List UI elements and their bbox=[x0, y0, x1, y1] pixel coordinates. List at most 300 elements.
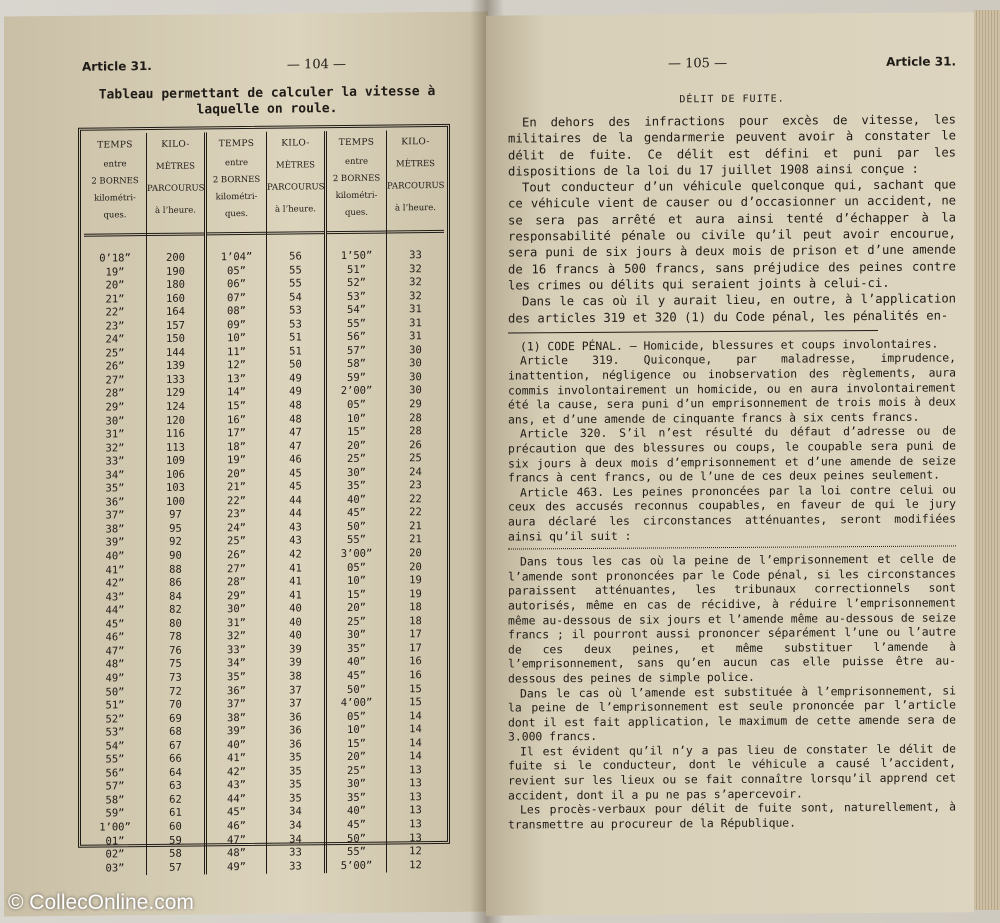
temps-cell: 35” bbox=[347, 642, 366, 655]
km-cell: 86 bbox=[169, 576, 182, 589]
temps-cell: 57” bbox=[347, 344, 366, 357]
km-cell: 44 bbox=[289, 494, 302, 507]
km-cell: 59 bbox=[169, 834, 182, 847]
temps-header-title: TEMPS bbox=[338, 137, 375, 149]
km-cell: 49 bbox=[289, 385, 302, 399]
temps-cell: 36” bbox=[227, 684, 246, 697]
temps-cell: 59” bbox=[105, 807, 125, 820]
km-cell: 35 bbox=[289, 765, 302, 778]
km-cell: 31 bbox=[409, 330, 422, 343]
km-cell: 26 bbox=[409, 438, 422, 451]
temps-cell: 58” bbox=[105, 794, 125, 807]
km-cell: 18 bbox=[409, 614, 422, 628]
temps-cell: 05” bbox=[347, 398, 366, 411]
km-cell: 144 bbox=[166, 346, 185, 359]
km-cell: 116 bbox=[166, 427, 185, 440]
temps-header-sub: ques. bbox=[224, 208, 248, 220]
km-cell: 41 bbox=[289, 589, 302, 602]
km-cell: 68 bbox=[169, 725, 182, 738]
temps-cell: 24” bbox=[227, 521, 246, 535]
footnote-paragraph: Article 463. Les peines prononcées par la loi contre celui ou ceux des accusés reconnus coupables, en faveur de qui le jury aura déclaré les circonstances atténuantes, seront modifiées ainsi qu’il suit : bbox=[508, 482, 956, 544]
km-cell: 75 bbox=[169, 658, 182, 671]
km-cell: 14 bbox=[409, 750, 422, 763]
km-cell: 100 bbox=[166, 495, 185, 508]
temps-header bbox=[207, 132, 266, 236]
temps-header-title: TEMPS bbox=[218, 138, 255, 150]
temps-cell: 28” bbox=[105, 387, 125, 400]
temps-cell: 51” bbox=[105, 699, 125, 712]
km-cell: 39 bbox=[289, 656, 302, 669]
km-cell: 13 bbox=[409, 831, 422, 844]
temps-cell: 44” bbox=[105, 604, 125, 617]
km-cell: 13 bbox=[409, 791, 422, 804]
temps-cell: 55” bbox=[105, 753, 125, 766]
temps-cell: 50” bbox=[347, 683, 366, 696]
km-header-title: KILO- bbox=[401, 137, 430, 148]
km-cell: 40 bbox=[289, 629, 302, 642]
temps-cell: 36” bbox=[105, 496, 125, 509]
km-header-sub: PARCOURUS bbox=[147, 183, 205, 195]
km-cell: 90 bbox=[169, 549, 182, 562]
km-cell: 48 bbox=[289, 412, 302, 426]
right-page bbox=[486, 12, 974, 915]
km-cell: 49 bbox=[289, 372, 302, 385]
km-cell: 66 bbox=[169, 752, 182, 766]
km-cell: 34 bbox=[289, 832, 302, 846]
km-header-sub: à l’heure. bbox=[155, 205, 196, 216]
km-cell: 69 bbox=[169, 712, 182, 725]
km-column bbox=[146, 132, 204, 875]
temps-cell: 25” bbox=[347, 615, 366, 628]
temps-cell: 52” bbox=[105, 712, 125, 726]
km-cell: 45 bbox=[289, 467, 302, 480]
temps-cell: 42” bbox=[227, 765, 246, 778]
temps-cell: 41” bbox=[227, 752, 246, 765]
km-cell: 30 bbox=[409, 371, 422, 384]
paragraph: Dans le cas où il y aurait lieu, en outre, à l’application des articles 319 et 320 (1) du Code pénal, les pénalités en- bbox=[508, 291, 956, 326]
temps-cell: 12” bbox=[227, 359, 246, 372]
km-cell: 47 bbox=[289, 440, 302, 453]
km-cell: 63 bbox=[169, 780, 182, 793]
temps-cell: 51” bbox=[347, 263, 366, 276]
km-cell: 133 bbox=[166, 373, 185, 386]
temps-cell: 47” bbox=[105, 645, 125, 658]
temps-header-sub: kilométri- bbox=[215, 191, 258, 203]
temps-header-sub: 2 BORNES bbox=[332, 173, 381, 185]
temps-cell: 19” bbox=[105, 265, 125, 279]
footnotes bbox=[508, 336, 956, 543]
temps-cell: 5’00” bbox=[340, 859, 373, 872]
temps-cell: 53” bbox=[347, 290, 366, 303]
temps-cell: 30” bbox=[347, 466, 366, 479]
km-cell: 120 bbox=[166, 414, 185, 427]
table-title: Tableau permettant de calculer la vitesse à laquelle on roule. bbox=[98, 84, 436, 118]
temps-header-sub: kilométri- bbox=[94, 193, 136, 204]
km-cell: 13 bbox=[409, 777, 422, 790]
km-cell: 18 bbox=[409, 601, 422, 614]
temps-cell: 48” bbox=[105, 658, 125, 671]
km-cell: 55 bbox=[289, 277, 302, 290]
km-cell: 34 bbox=[289, 805, 302, 818]
footnotes-continued bbox=[508, 552, 956, 832]
temps-cell: 49” bbox=[105, 672, 125, 685]
temps-cell: 32” bbox=[227, 630, 246, 643]
body-text bbox=[508, 111, 956, 326]
temps-cell: 34” bbox=[105, 469, 125, 482]
km-cell: 36 bbox=[289, 724, 302, 737]
km-cell: 37 bbox=[289, 683, 302, 697]
article-label: Article 31. bbox=[82, 58, 152, 74]
temps-cell: 10” bbox=[227, 332, 246, 345]
km-cell: 200 bbox=[166, 251, 185, 264]
km-cell: 32 bbox=[409, 289, 422, 302]
temps-header-sub: 2 BORNES bbox=[91, 176, 139, 187]
temps-cell: 37” bbox=[227, 698, 246, 711]
temps-cell: 30” bbox=[347, 629, 366, 642]
temps-cell: 35” bbox=[347, 791, 366, 804]
temps-cell: 45” bbox=[227, 806, 246, 819]
temps-cell: 11” bbox=[227, 345, 246, 359]
temps-cell: 25” bbox=[347, 764, 366, 777]
km-cell: 190 bbox=[166, 265, 185, 278]
temps-cell: 20” bbox=[105, 279, 125, 292]
temps-cell: 10” bbox=[347, 723, 366, 737]
km-cell: 139 bbox=[166, 360, 185, 373]
km-cell: 30 bbox=[409, 384, 422, 397]
km-header-sub: MÈTRES bbox=[275, 160, 315, 171]
km-header bbox=[387, 130, 444, 234]
km-cell: 28 bbox=[409, 425, 422, 438]
temps-cell: 54” bbox=[347, 303, 366, 317]
km-cell: 62 bbox=[169, 793, 182, 806]
temps-cell: 43” bbox=[105, 590, 125, 604]
km-cell: 73 bbox=[169, 671, 182, 684]
km-cell: 70 bbox=[169, 698, 182, 711]
temps-header-sub: kilométri- bbox=[335, 190, 378, 202]
km-cell: 48 bbox=[289, 399, 302, 412]
km-cell: 50 bbox=[289, 358, 302, 371]
km-cell: 20 bbox=[409, 547, 422, 560]
temps-cell: 15” bbox=[227, 400, 246, 413]
temps-cell: 59” bbox=[347, 371, 366, 384]
temps-cell: 08” bbox=[227, 305, 246, 318]
km-cell: 82 bbox=[169, 603, 182, 617]
km-cell: 30 bbox=[409, 343, 422, 357]
km-cell: 35 bbox=[289, 751, 302, 764]
paragraph: En dehors des infractions pour excès de vitesse, les militaires de la gendarmerie peuvent avoir à constater le délit de fuite. Ce délit est défini et puni par les dispositions de la loi du 17 juillet 1908 ainsi conçue : bbox=[508, 112, 956, 179]
km-cell: 45 bbox=[289, 480, 302, 493]
km-cell: 38 bbox=[289, 670, 302, 683]
temps-cell: 27” bbox=[227, 562, 246, 575]
temps-cell: 25” bbox=[347, 452, 366, 466]
left-page-header bbox=[82, 56, 466, 78]
temps-cell: 15” bbox=[347, 425, 366, 439]
km-cell: 21 bbox=[409, 533, 422, 546]
temps-cell: 24” bbox=[105, 333, 125, 346]
km-cell: 19 bbox=[409, 574, 422, 587]
temps-cell: 07” bbox=[227, 291, 246, 304]
km-cell: 64 bbox=[169, 766, 182, 779]
temps-cell: 56” bbox=[347, 331, 366, 344]
km-cell: 15 bbox=[409, 682, 422, 695]
temps-cell: 35” bbox=[105, 482, 125, 495]
temps-cell: 54” bbox=[105, 739, 125, 753]
temps-cell: 42” bbox=[105, 577, 125, 590]
temps-cell: 28” bbox=[227, 576, 246, 589]
km-cell: 25 bbox=[409, 452, 422, 465]
dotted-separator bbox=[508, 546, 956, 550]
km-cell: 58 bbox=[169, 847, 182, 860]
temps-cell: 01” bbox=[105, 834, 125, 847]
temps-cell: 02” bbox=[105, 848, 125, 861]
footnote-paragraph: (1) CODE PÉNAL. — Homicide, blessures et coups involontaires. bbox=[520, 336, 939, 354]
km-cell: 16 bbox=[409, 655, 422, 668]
temps-header-sub: ques. bbox=[344, 207, 368, 218]
km-cell: 54 bbox=[289, 291, 302, 304]
temps-cell: 21” bbox=[227, 481, 246, 494]
km-cell: 15 bbox=[409, 696, 422, 709]
temps-cell: 46” bbox=[227, 819, 246, 833]
temps-cell: 4’00” bbox=[340, 696, 373, 710]
temps-cell: 13” bbox=[227, 372, 246, 386]
temps-cell: 18” bbox=[227, 440, 246, 453]
right-page-header bbox=[508, 54, 956, 75]
temps-cell: 05” bbox=[227, 264, 246, 277]
footnote-paragraph: Dans tous les cas où la peine de l’emprisonnement et celle de l’amende sont prononcées par le Code pénal, si les circonstances paraissent atténuantes, les tribunaux correctionnels sont autorisés, même en cas de récidive, à réduire l’emprisonnement même au-dessous de six jours et l’amende même au-dessous de seize francs ; il pourront aussi prononcer séparément l’une ou l’autre de ces deux peines, et même substituer l’amende à l’emprisonnement, sans qu’en aucun cas elle puisse être au-dessous des peines de simple police. bbox=[508, 551, 956, 686]
temps-cell: 49” bbox=[227, 860, 246, 873]
temps-cell: 40” bbox=[105, 550, 125, 563]
km-cell: 76 bbox=[169, 644, 182, 657]
km-cell: 20 bbox=[409, 560, 422, 573]
km-cell: 88 bbox=[169, 563, 182, 576]
km-cell: 78 bbox=[169, 630, 182, 644]
paragraph: Tout conducteur d’un véhicule quelconque qui, sachant que ce véhicule vient de causer ou d’occasionner un accident, ne se sera pas arrêté et aura ainsi tenté d’échapper à la responsabilité pénale ou civile qu’il peut avoir encourue, sera puni de six jours à deux mois de prison et d’une amende de 16 francs à 500 francs, sans préjudice des peines contre les crimes ou délits qui seraient joints à celui-ci. bbox=[508, 177, 956, 293]
temps-cell: 55” bbox=[347, 534, 366, 547]
temps-cell: 39” bbox=[227, 725, 246, 738]
temps-cell: 50” bbox=[105, 685, 125, 698]
temps-cell: 3’00” bbox=[340, 547, 373, 561]
km-cell: 14 bbox=[409, 723, 422, 736]
temps-cell: 50” bbox=[347, 832, 366, 845]
speed-table bbox=[78, 124, 450, 875]
temps-cell: 1’50” bbox=[340, 249, 373, 263]
temps-cell: 1’04” bbox=[220, 250, 253, 264]
temps-cell: 33” bbox=[227, 643, 246, 657]
temps-cell: 40” bbox=[347, 493, 366, 506]
km-cell: 67 bbox=[169, 739, 182, 752]
temps-cell: 31” bbox=[105, 428, 125, 441]
km-header-sub: à l’heure. bbox=[275, 204, 316, 215]
km-cell: 61 bbox=[169, 807, 182, 820]
km-header bbox=[267, 131, 324, 235]
km-cell: 43 bbox=[289, 534, 302, 548]
km-cell: 37 bbox=[289, 697, 302, 710]
footnote-paragraph: Dans le cas où l’amende est substituée à l’emprisonnement, si la peine de l’emprisonnement est seule prononcée par l’article dont il est fait application, le maximum de cette amende sera de 3.000 francs. bbox=[508, 682, 956, 744]
temps-cell: 20” bbox=[347, 601, 366, 615]
temps-cell: 23” bbox=[227, 508, 246, 521]
km-cell: 95 bbox=[169, 522, 182, 535]
temps-header-title: TEMPS bbox=[97, 140, 133, 151]
km-cell: 36 bbox=[289, 711, 302, 724]
km-cell: 41 bbox=[289, 575, 302, 588]
km-cell: 124 bbox=[166, 400, 185, 413]
temps-cell: 47” bbox=[227, 833, 246, 846]
km-column bbox=[266, 131, 324, 874]
km-cell: 14 bbox=[409, 736, 422, 749]
temps-cell: 55” bbox=[347, 845, 366, 859]
temps-cell: 45” bbox=[105, 618, 125, 631]
km-cell: 55 bbox=[289, 263, 302, 277]
temps-cell: 0’18” bbox=[99, 252, 131, 265]
km-cell: 31 bbox=[409, 316, 422, 330]
km-cell: 164 bbox=[166, 305, 185, 319]
temps-cell: 23” bbox=[105, 320, 125, 333]
km-cell: 23 bbox=[409, 479, 422, 492]
km-cell: 57 bbox=[169, 861, 182, 874]
temps-cell: 26” bbox=[105, 360, 125, 373]
km-cell: 72 bbox=[169, 685, 182, 698]
temps-cell: 05” bbox=[347, 561, 366, 574]
temps-cell: 30” bbox=[227, 603, 246, 616]
temps-cell: 17” bbox=[227, 427, 246, 440]
km-cell: 47 bbox=[289, 426, 302, 439]
km-cell: 106 bbox=[166, 468, 185, 481]
km-header-sub: à l’heure. bbox=[395, 203, 436, 214]
temps-cell: 29” bbox=[227, 589, 246, 602]
temps-cell: 20” bbox=[347, 750, 366, 764]
temps-header-sub: entre bbox=[344, 156, 368, 167]
km-cell: 51 bbox=[289, 331, 302, 344]
km-cell: 40 bbox=[289, 602, 302, 615]
km-header-sub: MÈTRES bbox=[395, 159, 435, 170]
temps-header bbox=[327, 131, 386, 235]
km-cell: 13 bbox=[409, 804, 422, 817]
km-cell: 19 bbox=[409, 587, 422, 600]
section-title: DÉLIT DE FUITE. bbox=[679, 93, 785, 106]
temps-column bbox=[324, 131, 386, 874]
km-cell: 157 bbox=[166, 319, 185, 332]
temps-cell: 25” bbox=[227, 535, 246, 548]
temps-cell: 38” bbox=[105, 523, 125, 536]
temps-cell: 03” bbox=[105, 861, 125, 875]
temps-cell: 30” bbox=[105, 414, 125, 428]
temps-cell: 41” bbox=[105, 563, 125, 577]
temps-cell: 05” bbox=[347, 710, 366, 723]
temps-cell: 27” bbox=[105, 374, 125, 387]
km-cell: 113 bbox=[166, 441, 185, 454]
temps-cell: 58” bbox=[347, 358, 366, 371]
temps-cell: 53” bbox=[105, 726, 125, 739]
km-cell: 42 bbox=[289, 548, 302, 561]
temps-cell: 26” bbox=[227, 549, 246, 562]
temps-cell: 20” bbox=[227, 467, 246, 480]
temps-cell: 37” bbox=[105, 509, 125, 522]
km-column bbox=[386, 130, 444, 873]
km-cell: 21 bbox=[409, 520, 422, 533]
temps-cell: 35” bbox=[347, 480, 366, 493]
temps-cell: 40” bbox=[227, 738, 246, 751]
temps-cell: 45” bbox=[347, 507, 366, 520]
km-cell: 32 bbox=[409, 276, 422, 289]
temps-cell: 25” bbox=[105, 347, 125, 360]
temps-header-sub: 2 BORNES bbox=[212, 174, 261, 186]
temps-cell: 32” bbox=[105, 441, 125, 455]
km-cell: 29 bbox=[409, 398, 422, 411]
temps-cell: 15” bbox=[347, 737, 366, 750]
temps-cell: 50” bbox=[347, 520, 366, 533]
temps-cell: 20” bbox=[347, 439, 366, 452]
watermark: © CollecOnline.com bbox=[8, 891, 194, 914]
km-header-sub: MÈTRES bbox=[155, 161, 195, 172]
km-cell: 31 bbox=[409, 303, 422, 316]
km-header-sub: PARCOURUS bbox=[267, 182, 325, 193]
temps-cell: 2’00” bbox=[340, 385, 373, 398]
footnote-paragraph: Article 320. S’il n’est résulté du défaut d’adresse ou de précaution que des blessures ou coups, le coupable sera puni de six jours à deux mois d’emprisonnement et d’une amende de seize francs à cent francs, ou de l’une de ces deux peines seulement. bbox=[508, 423, 956, 485]
temps-cell: 46” bbox=[105, 631, 125, 644]
km-cell: 35 bbox=[289, 792, 302, 805]
temps-cell: 1’00” bbox=[99, 821, 131, 834]
article-label: Article 31. bbox=[886, 54, 956, 69]
page-number: — 105 — bbox=[668, 56, 728, 72]
temps-header-sub: entre bbox=[103, 159, 127, 170]
km-cell: 51 bbox=[289, 345, 302, 358]
temps-cell: 09” bbox=[227, 318, 246, 331]
km-cell: 17 bbox=[409, 642, 422, 655]
temps-cell: 48” bbox=[227, 847, 246, 860]
temps-cell: 52” bbox=[347, 276, 366, 290]
footnote-paragraph: Il est évident qu’il n’y a pas lieu de constater le délit de fuite si le conducteur, dont le véhicule a causé l’accident, revient sur les lieux ou se fait connaître lorsqu’il apprend cet accident, dont il a pu ne pas s’apercevoir. bbox=[508, 741, 956, 803]
km-cell: 43 bbox=[289, 521, 302, 534]
temps-cell: 40” bbox=[347, 805, 366, 818]
temps-column bbox=[84, 133, 146, 876]
temps-header bbox=[84, 133, 146, 237]
temps-cell: 55” bbox=[347, 317, 366, 330]
temps-cell: 22” bbox=[105, 306, 125, 319]
temps-cell: 38” bbox=[227, 711, 246, 724]
km-cell: 60 bbox=[169, 820, 182, 833]
temps-cell: 06” bbox=[227, 278, 246, 291]
temps-cell: 45” bbox=[347, 669, 366, 682]
temps-header-sub: entre bbox=[224, 157, 248, 169]
km-cell: 36 bbox=[289, 738, 302, 751]
km-cell: 17 bbox=[409, 628, 422, 641]
km-cell: 103 bbox=[166, 481, 185, 495]
temps-cell: 30” bbox=[347, 778, 366, 791]
temps-cell: 45” bbox=[347, 818, 366, 831]
temps-cell: 43” bbox=[227, 779, 246, 792]
km-cell: 14 bbox=[409, 709, 422, 722]
speed-table-grid bbox=[84, 130, 445, 875]
km-cell: 39 bbox=[289, 643, 302, 656]
page-edges bbox=[974, 10, 1000, 910]
km-cell: 97 bbox=[169, 509, 182, 522]
km-cell: 41 bbox=[289, 561, 302, 575]
km-cell: 46 bbox=[289, 453, 302, 466]
footnote-rule bbox=[508, 330, 878, 334]
km-cell: 109 bbox=[166, 454, 185, 468]
footnote-paragraph: Article 319. Quiconque, par maladresse, imprudence, inattention, négligence ou inobservation des règlements, aura commis involontairement un homicide, ou en aura involontairement été la cause, sera puni d’un emprisonnement de trois mois à deux ans, et d’une amende de cinquante francs à six cents francs. bbox=[508, 350, 956, 427]
km-cell: 160 bbox=[166, 292, 185, 305]
page-number: — 104 — bbox=[286, 56, 346, 73]
km-cell: 12 bbox=[409, 858, 422, 871]
km-cell: 33 bbox=[409, 249, 422, 262]
temps-cell: 19” bbox=[227, 454, 246, 467]
temps-cell: 44” bbox=[227, 792, 246, 806]
temps-cell: 22” bbox=[227, 494, 246, 508]
footnote-paragraph: Les procès-verbaux pour délit de fuite sont, naturellement, à transmettre au procureur de la République. bbox=[508, 799, 956, 832]
km-cell: 33 bbox=[289, 846, 302, 859]
km-cell: 150 bbox=[166, 332, 185, 346]
